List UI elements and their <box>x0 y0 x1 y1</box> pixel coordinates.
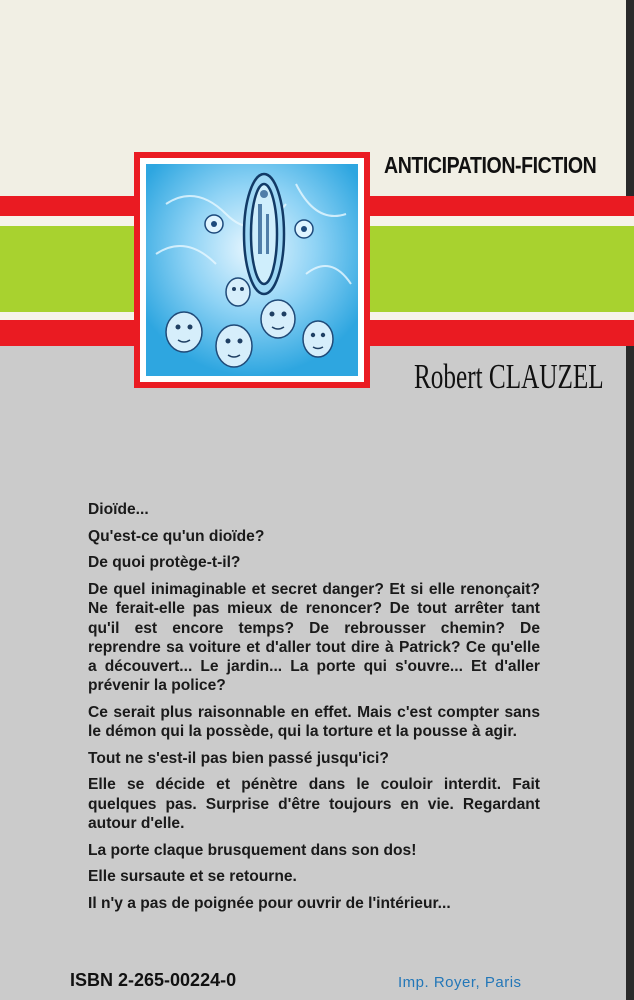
printer-credit: Imp. Royer, Paris <box>398 974 522 991</box>
author-name: Robert CLAUZEL <box>414 357 604 396</box>
blurb-paragraph: Tout ne s'est-il pas bien passé jusqu'ici? <box>88 749 389 767</box>
blurb-paragraph: Dioïde... <box>88 501 149 518</box>
blurb-paragraph: De quel inimaginable et secret danger? Et si elle renonçait? Ne ferait-elle pas mieux de renoncer? De tout arrêter tant qu'il est encore temps? De rebrousser chemin? De reprendre sa voiture et d'aller tout dire à Patrick? Ce qu'elle a découvert... Le jardin... La porte qui s'ouvre... Et d'aller prévenir la police? <box>88 581 540 695</box>
blurb-paragraph: La porte claque brusquement dans son dos! <box>88 841 417 859</box>
blurb-paragraph: Elle sursaute et se retourne. <box>88 868 297 886</box>
cover-illustration-frame <box>134 152 370 388</box>
blurb-paragraph: Elle se décide et pénètre dans le couloir interdit. Fait quelques pas. Surprise d'être toujours en vie. Regardant autour d'elle. <box>88 776 540 832</box>
series-title: ANTICIPATION-FICTION <box>384 152 597 178</box>
blurb-paragraph: Qu'est-ce qu'un dioïde? <box>88 527 265 545</box>
blurb-paragraph: Il n'y a pas de poignée pour ouvrir de l'intérieur... <box>88 894 451 912</box>
isbn: ISBN 2-265-00224-0 <box>70 970 237 990</box>
blurb-text <box>88 500 540 921</box>
illustration-mat <box>140 158 364 382</box>
blurb-paragraph: De quoi protège-t-il? <box>88 554 241 572</box>
cover-illustration <box>146 164 358 376</box>
blurb-paragraph: Ce serait plus raisonnable en effet. Mais c'est compter sans le démon qui la possède, qui la torture et la pousse à agir. <box>88 703 540 741</box>
